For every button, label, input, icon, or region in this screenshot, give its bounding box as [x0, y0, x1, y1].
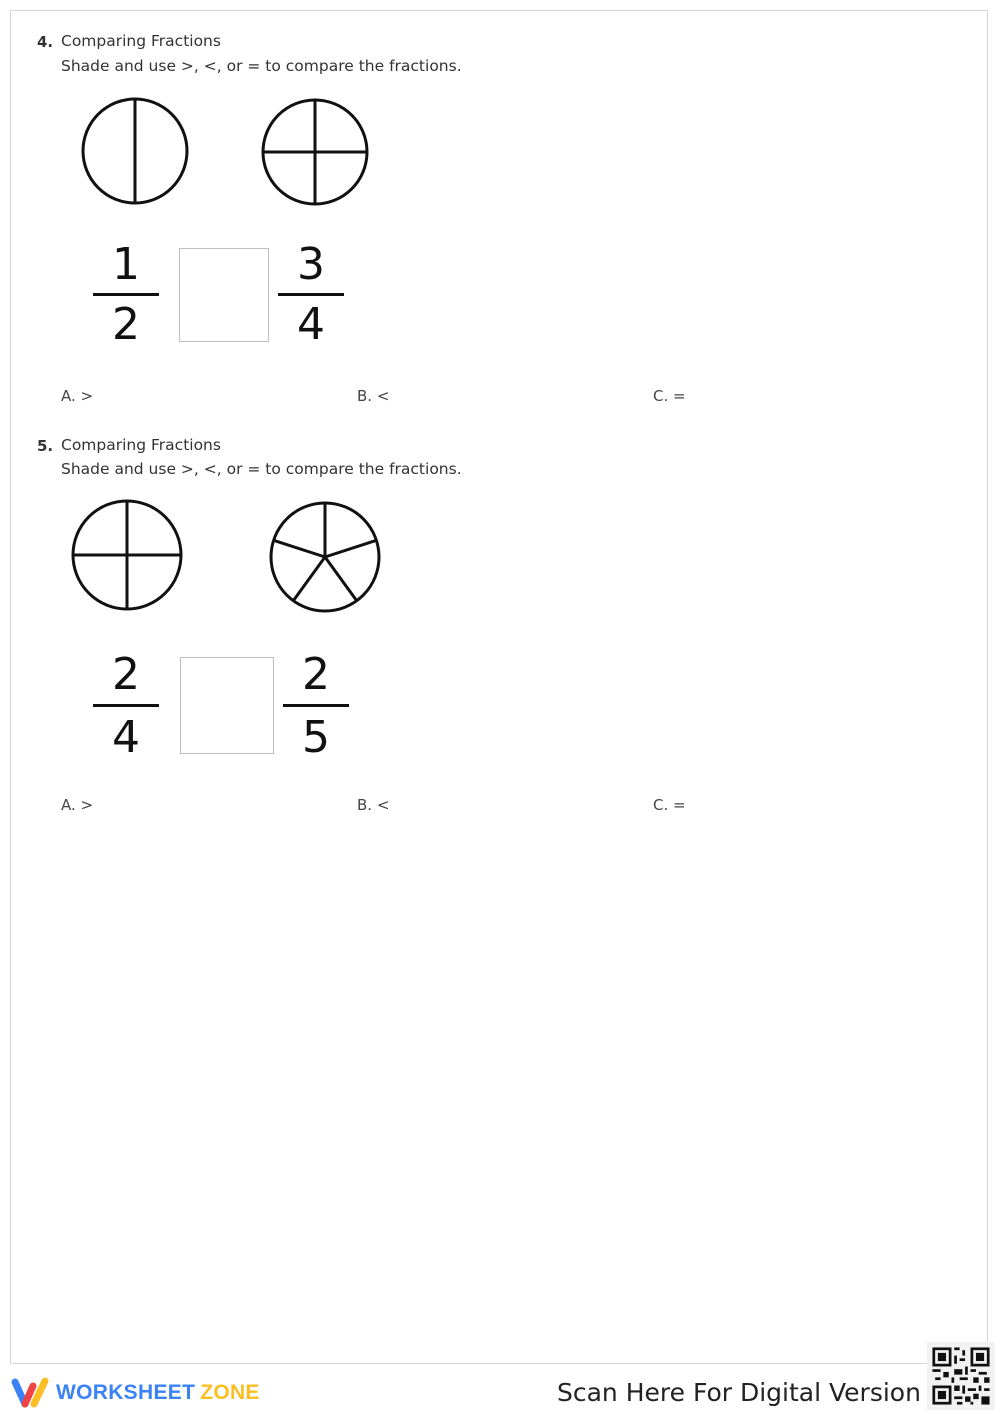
denominator: 4 — [297, 299, 325, 350]
left-fraction — [91, 650, 161, 766]
fraction-bar — [93, 704, 159, 707]
answer-box[interactable] — [179, 248, 269, 342]
quarters-circle-icon[interactable] — [260, 97, 370, 207]
denominator: 4 — [112, 712, 140, 763]
fraction-bar — [278, 293, 344, 296]
option-c[interactable]: C. = — [653, 796, 686, 814]
worksheet-zone-logo-icon — [10, 1376, 50, 1410]
halves-circle-icon[interactable] — [80, 96, 190, 206]
fifths-circle-icon[interactable] — [268, 500, 382, 614]
brand-name-primary: WORKSHEET — [56, 1381, 196, 1404]
fraction-bar — [283, 704, 349, 707]
question-instruction: Shade and use >, <, or = to compare the fractions. — [61, 57, 462, 75]
answer-box[interactable] — [180, 657, 274, 754]
left-fraction — [91, 240, 161, 352]
option-b[interactable]: B. < — [357, 796, 390, 814]
question-title: Comparing Fractions — [61, 32, 221, 50]
right-fraction — [281, 650, 351, 766]
scan-instruction: Scan Here For Digital Version — [557, 1378, 921, 1407]
fraction-bar — [93, 293, 159, 296]
question-number: 4. — [37, 33, 54, 51]
brand-name-secondary: ZONE — [200, 1381, 260, 1404]
worksheet-zone-logo[interactable] — [10, 1376, 260, 1410]
numerator: 1 — [112, 239, 140, 290]
right-fraction — [276, 240, 346, 352]
denominator: 5 — [302, 712, 330, 763]
numerator: 2 — [302, 649, 330, 700]
option-c[interactable]: C. = — [653, 387, 686, 405]
option-b[interactable]: B. < — [357, 387, 390, 405]
qr-code-icon[interactable] — [927, 1342, 995, 1410]
question-title: Comparing Fractions — [61, 436, 221, 454]
numerator: 3 — [297, 239, 325, 290]
question-instruction: Shade and use >, <, or = to compare the fractions. — [61, 460, 462, 478]
denominator: 2 — [112, 299, 140, 350]
option-a[interactable]: A. > — [61, 796, 94, 814]
quarters-circle-icon[interactable] — [70, 498, 184, 612]
option-a[interactable]: A. > — [61, 387, 94, 405]
numerator: 2 — [112, 649, 140, 700]
question-number: 5. — [37, 437, 54, 455]
